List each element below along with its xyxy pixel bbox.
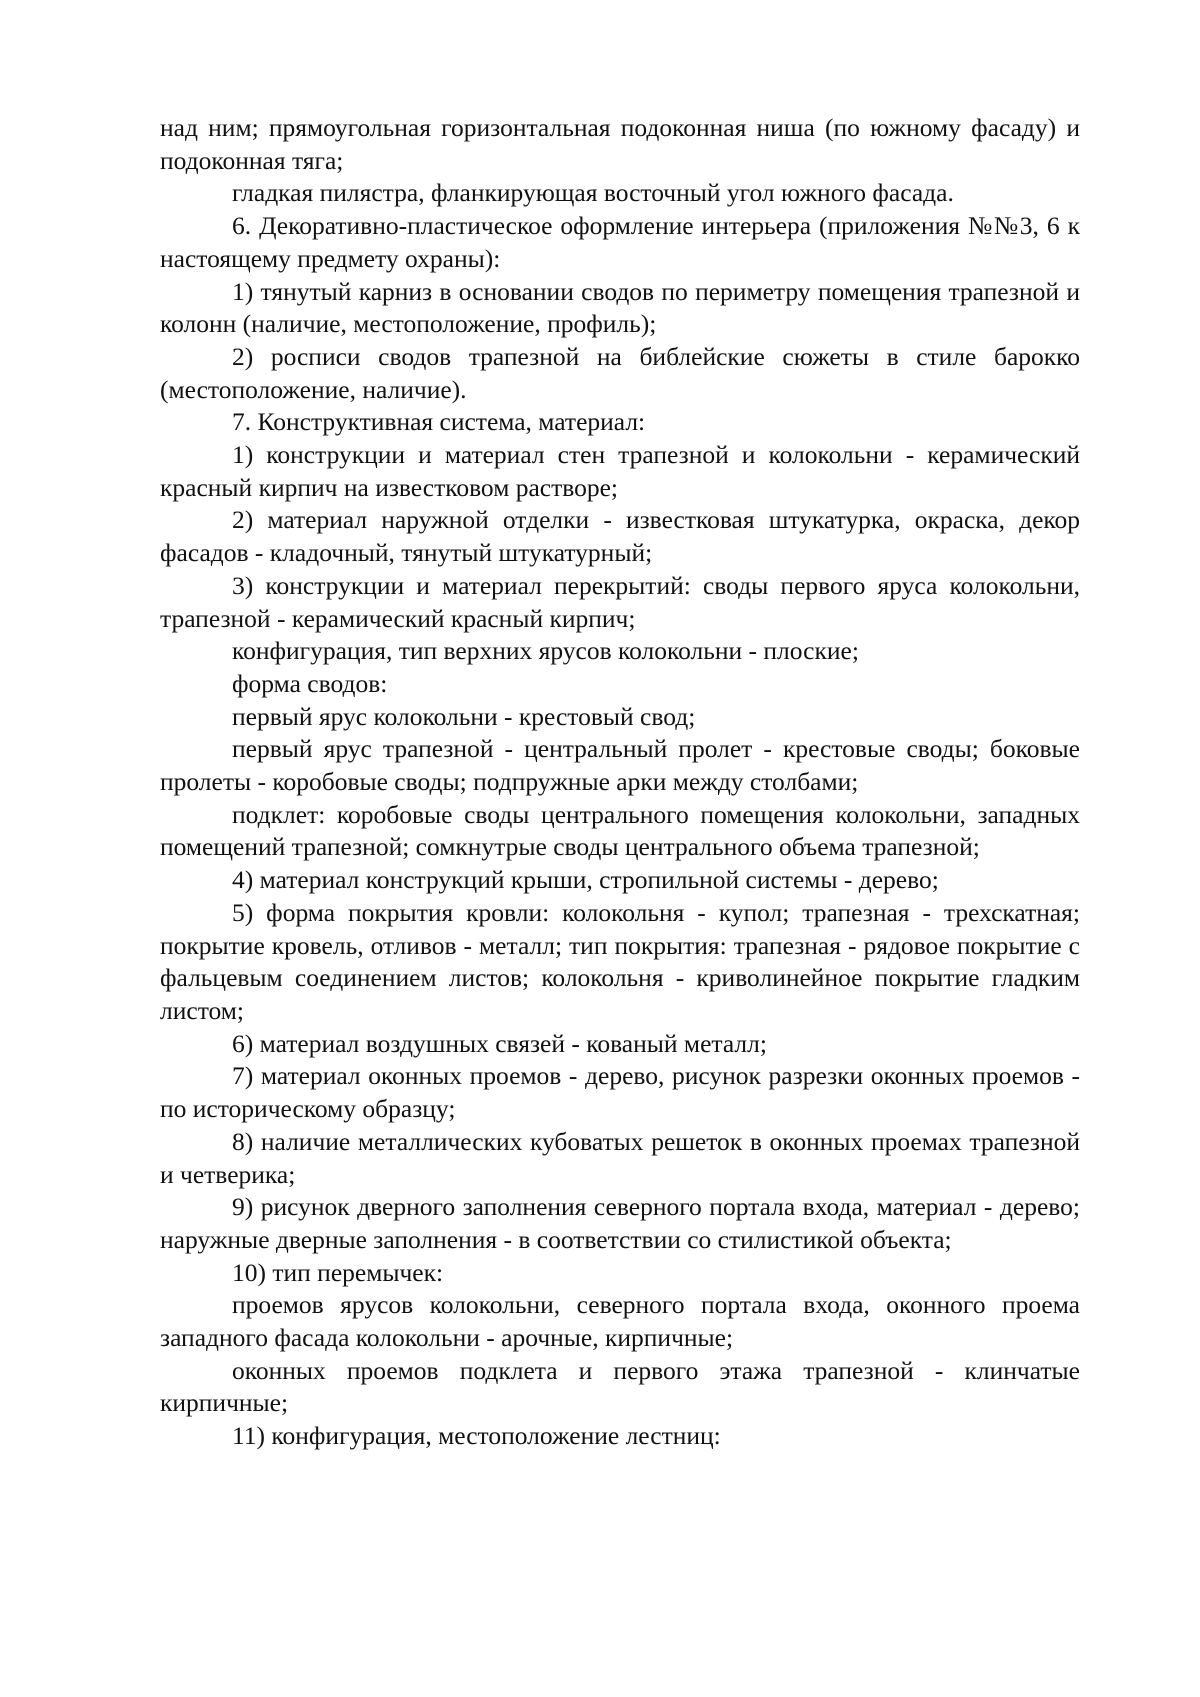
paragraph-15: 4) материал конструкций крыши, стропильной системы - дерево; bbox=[232, 865, 939, 895]
paragraph-11: форма сводов: bbox=[232, 668, 388, 698]
paragraph-21: 10) тип перемычек: bbox=[232, 1257, 444, 1287]
paragraph-14: подклет: коробовые своды центрального помещения колокольни, западных помещений трапезной; сомкнутрые своды центрального объема трапезной; bbox=[160, 799, 1080, 862]
paragraph-9: 3) конструкции и материал перекрытий: своды первого яруса колокольни, трапезной - керамический красный кирпич; bbox=[160, 570, 1080, 633]
paragraph-19: 8) наличие металлических кубоватых решеток в оконных проемах трапезной и четверика; bbox=[160, 1126, 1080, 1189]
paragraph-13: первый ярус трапезной - центральный пролет - крестовые своды; боковые пролеты - коробовые своды; подпружные арки между столбами; bbox=[160, 734, 1080, 797]
paragraph-12: первый ярус колокольни - крестовый свод; bbox=[232, 701, 696, 731]
paragraph-18: 7) материал оконных проемов - дерево, рисунок разрезки оконных проемов - по историческому образцу; bbox=[160, 1061, 1080, 1124]
paragraph-3: 6. Декоративно-пластическое оформление интерьера (приложения №№3, 6 к настоящему предмету охраны): bbox=[160, 211, 1080, 273]
paragraph-23: оконных проемов подклета и первого этажа трапезной - клинчатые кирпичные; bbox=[160, 1355, 1080, 1418]
paragraph-10: конфигурация, тип верхних ярусов колокольни - плоские; bbox=[232, 636, 859, 666]
paragraph-8: 2) материал наружной отделки - известковая штукатурка, окраска, декор фасадов - кладочный, тянутый штукатурный; bbox=[160, 505, 1080, 568]
paragraph-4: 1) тянутый карниз в основании сводов по периметру помещения трапезной и колонн (наличие, местоположение, профиль); bbox=[160, 276, 1080, 339]
paragraph-17: 6) материал воздушных связей - кованый металл; bbox=[232, 1028, 767, 1058]
paragraph-7: 1) конструкции и материал стен трапезной и колокольни - керамический красный кирпич на известковом растворе; bbox=[160, 440, 1080, 502]
paragraph-16: 5) форма покрытия кровли: колокольня - купол; трапезная - трехскатная; покрытие кровель, отливов - металл; тип покрытия: трапезная - рядовое покрытие с фальцевым соединением листов; колокольня - криволинейное покрытие гладким листом; bbox=[160, 897, 1080, 1025]
paragraph-1: над ним; прямоугольная горизонтальная подоконная ниша (по южному фасаду) и подоконная тяга; bbox=[160, 113, 1080, 175]
paragraph-5: 2) росписи сводов трапезной на библейские сюжеты в стиле барокко (местоположение, наличие). bbox=[160, 341, 1080, 404]
paragraph-24: 11) конфигурация, местоположение лестниц: bbox=[232, 1421, 721, 1451]
paragraph-20: 9) рисунок дверного заполнения северного портала входа, материал - дерево; наружные дверные заполнения - в соответствии со стилистикой объекта; bbox=[160, 1192, 1080, 1254]
document-page bbox=[160, 112, 1080, 1453]
paragraph-22: проемов ярусов колокольни, северного портала входа, оконного проема западного фасада колокольни - арочные, кирпичные; bbox=[160, 1290, 1080, 1353]
paragraph-6: 7. Конструктивная система, материал: bbox=[232, 407, 646, 437]
paragraph-2: гладкая пилястра, фланкирующая восточный угол южного фасада. bbox=[232, 178, 954, 208]
